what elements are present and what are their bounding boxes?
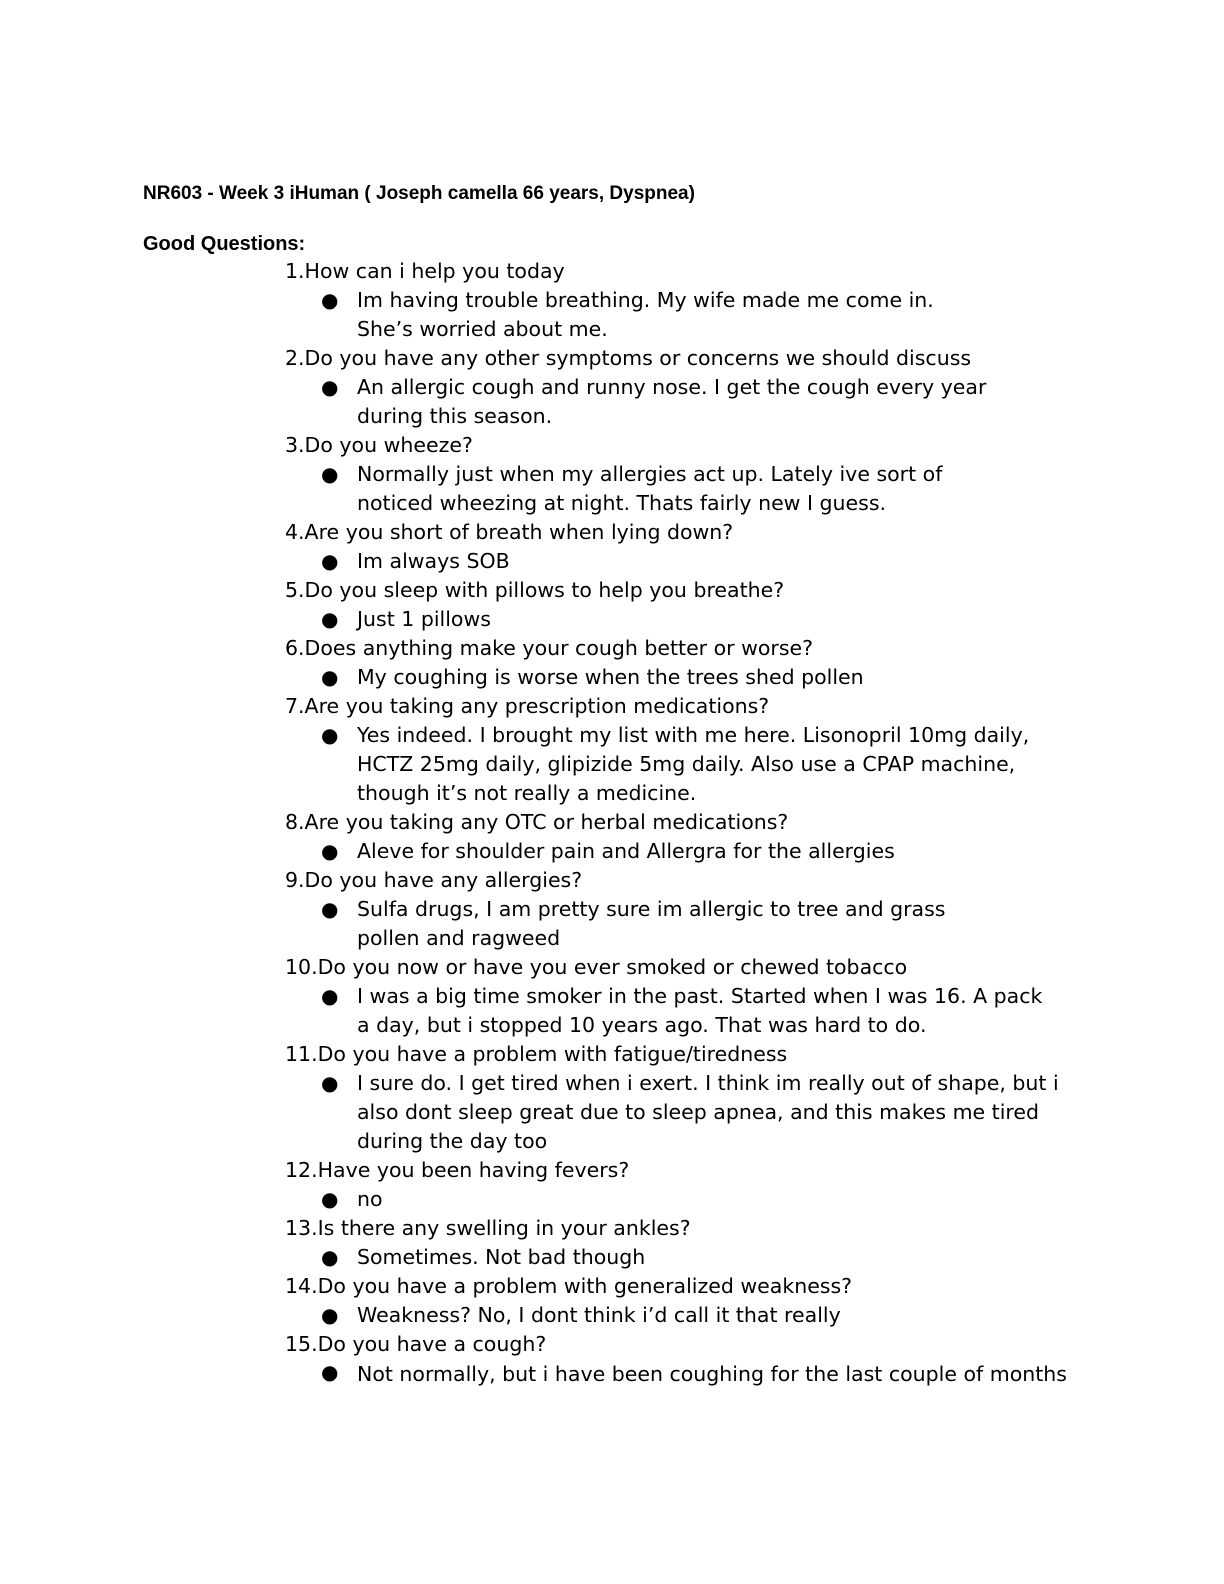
bullet-icon: ●: [321, 897, 339, 921]
bullet-icon: ●: [321, 288, 339, 312]
answer-label: no: [357, 1187, 383, 1211]
bullet-icon: ●: [321, 549, 339, 573]
question-list: [285, 257, 1095, 1387]
bullet-icon: ●: [321, 665, 339, 689]
document-title: NR603 - Week 3 iHuman ( Joseph camella 66 years, Dyspnea): [143, 183, 695, 204]
answer-label: Im always SOB: [357, 549, 510, 573]
question-text: 6.Does anything make your cough better or worse?: [285, 636, 814, 660]
answer-text: [321, 663, 1085, 692]
bullet-icon: ●: [321, 1360, 339, 1384]
qa-item-5: [285, 576, 1095, 634]
question-text: 3.Do you wheeze?: [285, 433, 473, 457]
qa-item-8: [285, 808, 1095, 866]
question-text: 5.Do you sleep with pillows to help you breathe?: [285, 578, 785, 602]
answer-label: Sulfa drugs, I am pretty sure im allergic to tree and grass pollen and ragweed: [357, 897, 946, 950]
answer-label: Sometimes. Not bad though: [357, 1245, 646, 1269]
answer-label: Aleve for shoulder pain and Allergra for the allergies: [357, 839, 895, 863]
answer-label: Yes indeed. I brought my list with me here. Lisonopril 10mg daily, HCTZ 25mg daily, glipizide 5mg daily. Also use a CPAP machine, though it’s not really a medicine.: [357, 723, 1030, 805]
bullet-icon: ●: [321, 462, 339, 486]
answer-label: An allergic cough and runny nose. I get the cough every year during this season.: [357, 375, 987, 428]
answer-text: [321, 1301, 1085, 1330]
qa-item-9: [285, 866, 1095, 953]
answer-label: Weakness? No, I dont think i’d call it that really: [357, 1303, 841, 1327]
answer-label: I sure do. I get tired when i exert. I think im really out of shape, but i also dont sleep great due to sleep apnea, and this makes me tired during the day too: [357, 1071, 1059, 1153]
answer-label: Not normally, but i have been coughing for the last couple of months: [357, 1362, 1067, 1386]
question-text: 13.Is there any swelling in your ankles?: [285, 1216, 691, 1240]
question-text: 14.Do you have a problem with generalized weakness?: [285, 1274, 853, 1298]
question-text: 4.Are you short of breath when lying down?: [285, 520, 734, 544]
qa-item-3: [285, 431, 1095, 518]
qa-item-2: [285, 344, 1095, 431]
bullet-icon: ●: [321, 839, 339, 863]
answer-text: [321, 460, 1085, 518]
qa-item-6: [285, 634, 1095, 692]
qa-item-11: [285, 1040, 1095, 1156]
answer-text: [321, 1069, 1085, 1156]
bullet-icon: ●: [321, 1303, 339, 1327]
answer-text: [321, 373, 1085, 431]
question-text: 9.Do you have any allergies?: [285, 868, 583, 892]
answer-text: [321, 895, 1085, 953]
question-text: 10.Do you now or have you ever smoked or chewed tobacco: [285, 955, 908, 979]
answer-text: [321, 547, 1085, 576]
qa-item-12: [285, 1156, 1095, 1214]
bullet-icon: ●: [321, 375, 339, 399]
qa-item-7: [285, 692, 1095, 808]
question-text: 12.Have you been having fevers?: [285, 1158, 630, 1182]
qa-item-4: [285, 518, 1095, 576]
answer-text: [321, 286, 1085, 344]
bullet-icon: ●: [321, 723, 339, 747]
qa-item-15: [285, 1330, 1095, 1387]
answer-label: I was a big time smoker in the past. Started when I was 16. A pack a day, but i stopped 10 years ago. That was hard to do.: [357, 984, 1043, 1037]
answer-label: My coughing is worse when the trees shed pollen: [357, 665, 864, 689]
bullet-icon: ●: [321, 1071, 339, 1095]
answer-text: [321, 605, 1085, 634]
question-text: 8.Are you taking any OTC or herbal medications?: [285, 810, 789, 834]
qa-item-10: [285, 953, 1095, 1040]
question-text: 11.Do you have a problem with fatigue/tiredness: [285, 1042, 788, 1066]
answer-text: [321, 837, 1085, 866]
answer-text: [321, 1185, 1085, 1214]
qa-item-14: [285, 1272, 1095, 1330]
answer-label: Normally just when my allergies act up. Lately ive sort of noticed wheezing at night. Thats fairly new I guess.: [357, 462, 943, 515]
answer-text: [321, 1359, 1085, 1387]
question-text: 7.Are you taking any prescription medications?: [285, 694, 770, 718]
bullet-icon: ●: [321, 984, 339, 1008]
qa-item-1: [285, 257, 1095, 344]
answer-text: [321, 1243, 1085, 1272]
bullet-icon: ●: [321, 1245, 339, 1269]
question-text: 1.How can i help you today: [285, 259, 565, 283]
bullet-icon: ●: [321, 1187, 339, 1211]
bullet-icon: ●: [321, 607, 339, 631]
question-text: 2.Do you have any other symptoms or concerns we should discuss: [285, 346, 972, 370]
section-heading: Good Questions:: [143, 233, 306, 255]
answer-text: [321, 982, 1085, 1040]
qa-item-13: [285, 1214, 1095, 1272]
answer-label: Just 1 pillows: [357, 607, 491, 631]
answer-label: Im having trouble breathing. My wife made me come in. She’s worried about me.: [357, 288, 934, 341]
question-text: 15.Do you have a cough?: [285, 1332, 547, 1356]
answer-text: [321, 721, 1085, 808]
